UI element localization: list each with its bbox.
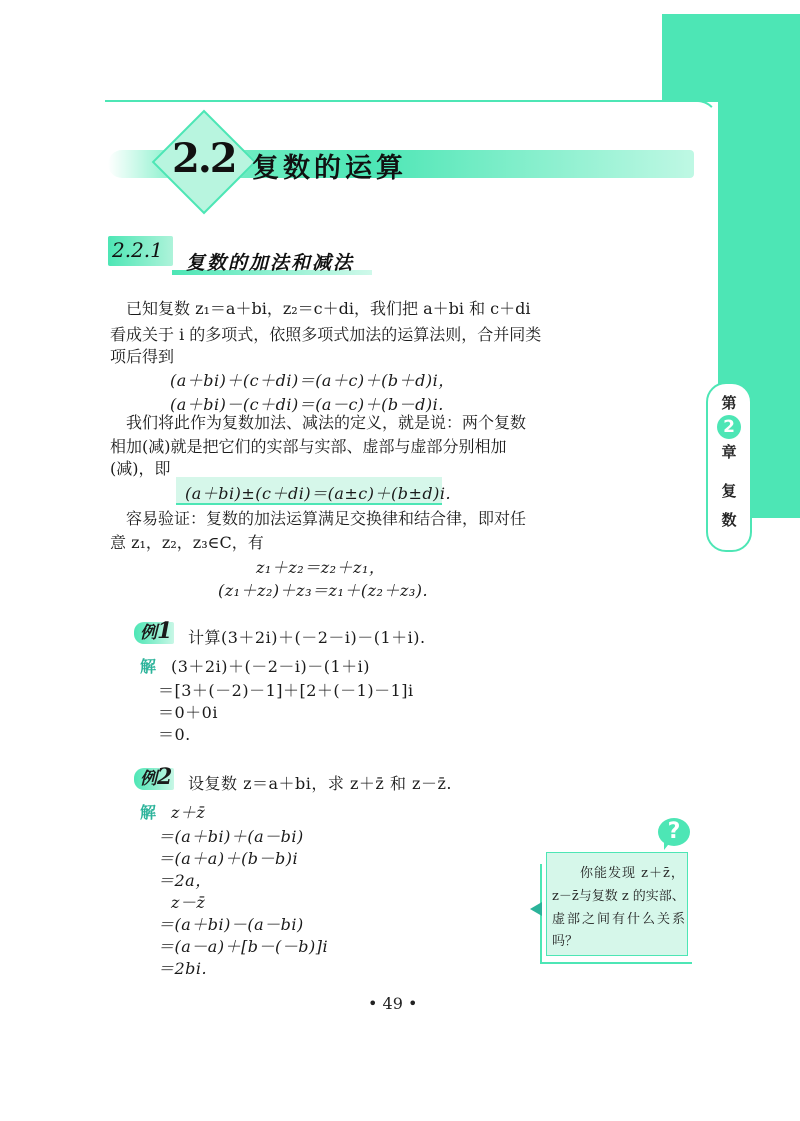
example2-step-6: ＝(a＋bi)－(a－bi) <box>158 915 304 934</box>
example2-step-7: ＝(a－a)＋[b－(－b)]i <box>158 937 329 956</box>
section-number: 2.2 <box>172 135 236 182</box>
commutative-law: z₁＋z₂＝z₂＋z₁， <box>256 558 386 577</box>
example1-solution-label: 解 <box>140 657 157 676</box>
chapter-title-2: 数 <box>721 511 737 529</box>
question-bubble-icon <box>658 818 690 846</box>
intro-equation-2: (a＋bi)－(c＋di)＝(a－c)＋(b－d)i. <box>170 395 444 414</box>
subsection-number: 2.2.1 <box>112 238 163 262</box>
example1-step-2: ＝[3＋(－2)－1]＋[2＋(－1)－1]i <box>158 681 414 700</box>
chapter-label-top: 第 <box>721 394 737 412</box>
chapter-number: 2 <box>723 417 735 437</box>
example2-step-1: z＋z̄ <box>171 803 206 822</box>
chapter-title-1: 复 <box>721 482 737 500</box>
example2-step-8: ＝2bi. <box>158 959 208 978</box>
definition-line-2: 相加(减)就是把它们的实部与实部、虚部与虚部分别相加 <box>110 437 507 456</box>
example1-badge <box>140 618 172 644</box>
question-mark-icon: ? <box>667 819 681 844</box>
thought-line-3: 虚部之间有什么关系 <box>552 912 688 927</box>
page-number: • 49 • <box>368 994 418 1013</box>
thought-line-1: 你能发现 z＋z̄， <box>580 866 685 881</box>
example1-badge-char: 例 <box>140 623 157 643</box>
associative-law: (z₁＋z₂)＋z₃＝z₁＋(z₂＋z₃). <box>218 581 429 600</box>
example2-problem: 设复数 z＝a＋bi，求 z＋z̄ 和 z－z̄. <box>188 774 452 793</box>
chapter-label-bottom: 章 <box>721 443 737 461</box>
chapter-side-tab <box>706 382 752 552</box>
definition-line-3: (减)，即 <box>110 459 171 478</box>
example2-step-3: ＝(a＋a)＋(b－b)i <box>158 849 299 868</box>
header-corner-mask <box>690 102 718 130</box>
example1-badge-number: 1 <box>157 618 173 644</box>
subsection-title: 复数的加法和减法 <box>186 252 355 274</box>
thought-line-4: 吗？ <box>552 934 579 949</box>
example1-step-1: (3＋2i)＋(－2－i)－(1＋i) <box>171 657 371 676</box>
top-accent-band <box>662 14 800 102</box>
example2-badge-number: 2 <box>157 764 173 790</box>
example2-step-5: z－z̄ <box>171 893 206 912</box>
commutative-intro-2: 意 z₁，z₂，z₃∈C，有 <box>110 533 264 552</box>
commutative-intro-1: 容易验证：复数的加法运算满足交换律和结合律，即对任 <box>126 509 527 528</box>
example1-step-3: ＝0＋0i <box>158 703 218 722</box>
definition-formula: (a＋bi)±(c＋di)＝(a±c)＋(b±d)i. <box>185 484 452 503</box>
intro-line-2: 看成关于 i 的多项式，依照多项式加法的运算法则，合并同类 <box>110 325 542 344</box>
example2-badge <box>140 764 172 790</box>
definition-line-1: 我们将此作为复数加法、减法的定义，就是说：两个复数 <box>126 413 527 432</box>
question-bubble-tail <box>664 840 672 850</box>
intro-line-3: 项后得到 <box>110 347 175 366</box>
intro-line-1: 已知复数 z₁＝a＋bi，z₂＝c＋di，我们把 a＋bi 和 c＋di <box>126 299 531 318</box>
section-title: 复数的运算 <box>252 153 407 184</box>
example2-solution-label: 解 <box>140 803 157 822</box>
example2-step-4: ＝2a， <box>158 871 212 890</box>
example2-step-2: ＝(a＋bi)＋(a－bi) <box>158 827 304 846</box>
example1-problem: 计算(3＋2i)＋(－2－i)－(1＋i). <box>188 628 426 647</box>
example1-step-4: ＝0. <box>158 725 191 744</box>
intro-equation-1: (a＋bi)＋(c＋di)＝(a＋c)＋(b＋d)i， <box>170 371 455 390</box>
thought-line-2: z－z̄与复数 z 的实部、 <box>552 889 685 904</box>
chapter-number-circle <box>717 415 741 439</box>
thought-box-pointer <box>530 902 542 916</box>
example2-badge-char: 例 <box>140 769 157 789</box>
